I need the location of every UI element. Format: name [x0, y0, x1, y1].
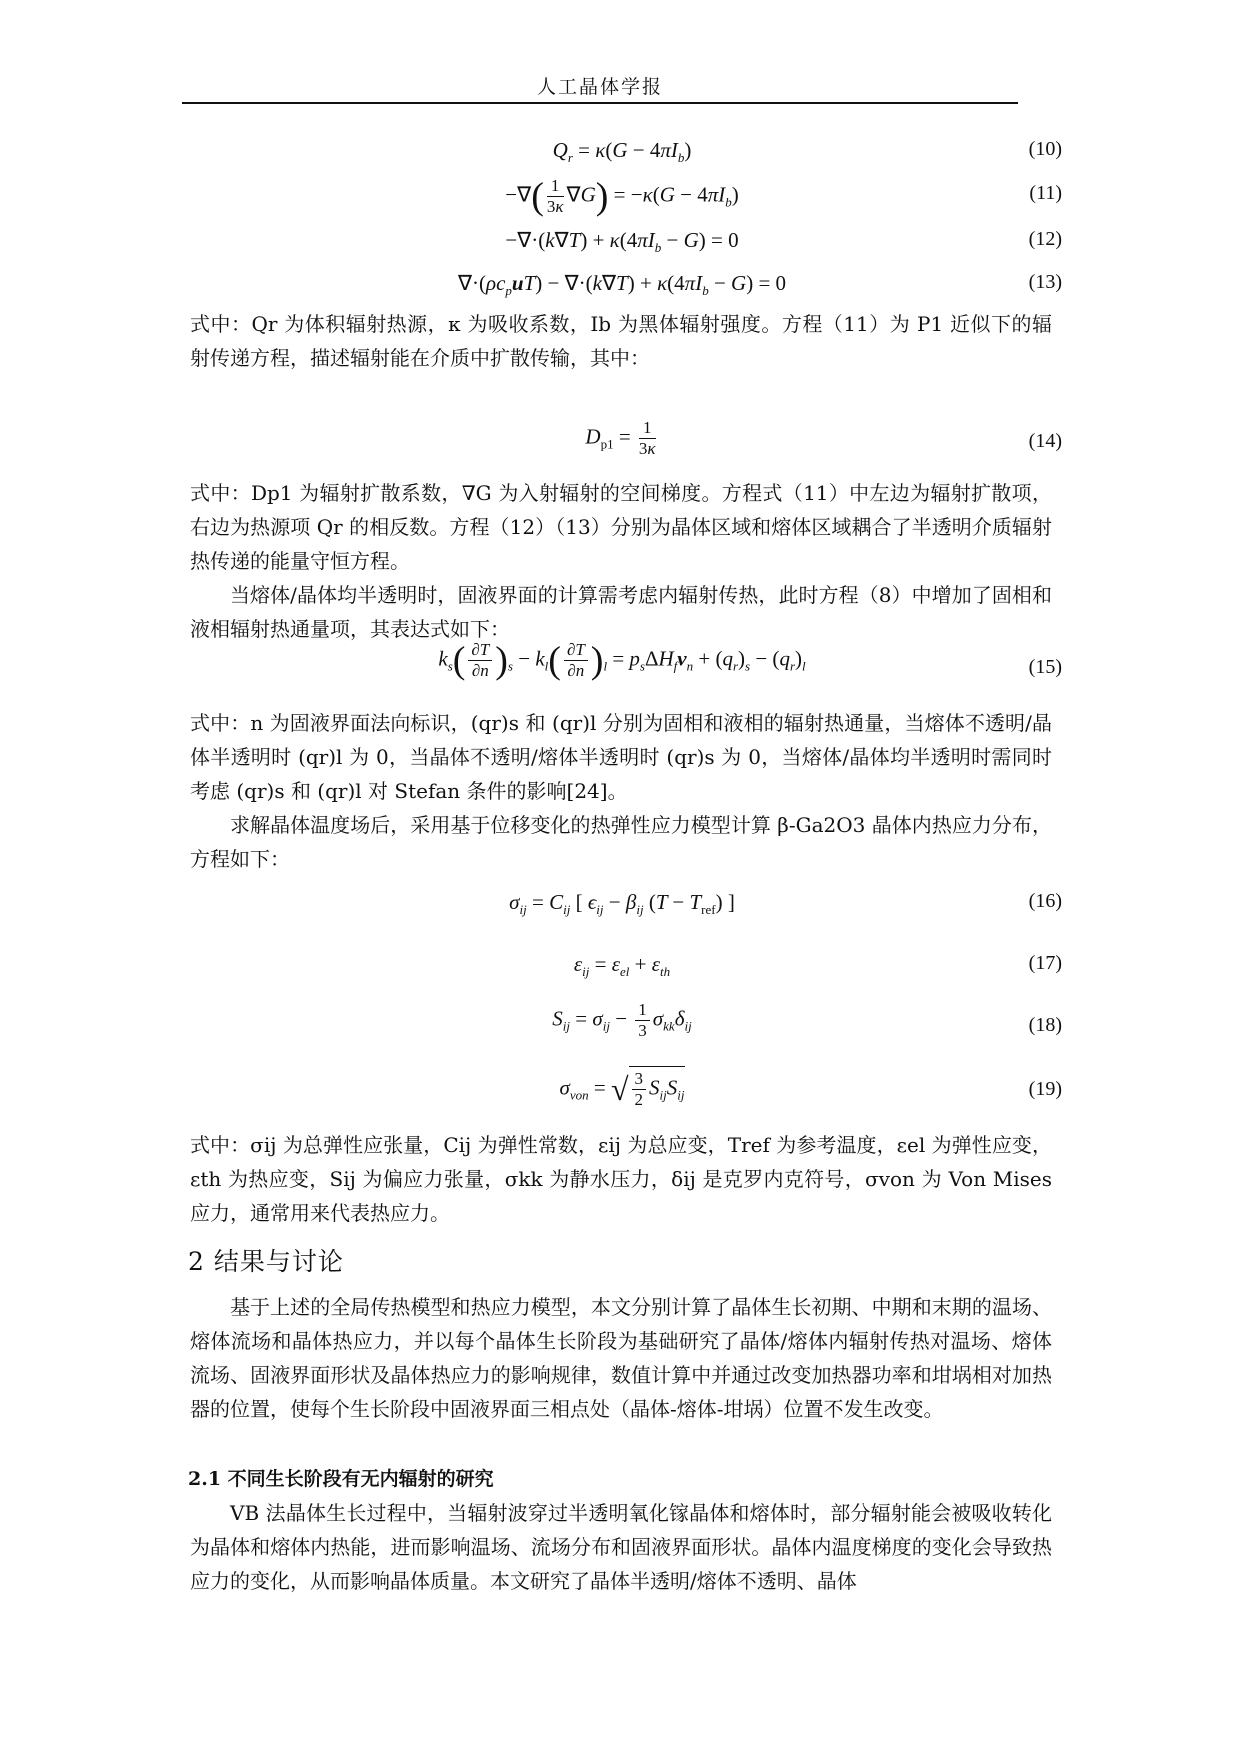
equation-18-body: $S_{ij} = \sigma_{ij}$ − $\frac{1}{3}$ $\sigma_{kk}\delta_{ij}$ — [552, 1000, 692, 1040]
equation-10 — [182, 132, 1062, 172]
paragraph-5: 求解晶体温度场后，采用基于位移变化的热弹性应力模型计算 β-Ga2O3 晶体内热应力分布，方程如下： — [190, 813, 1052, 871]
equation-11-body: −∇( $\frac{1}{3\kappa}$ $\nabla G) = -\kappa(G - 4\pi I_b)$ — [505, 175, 739, 218]
equation-19-body: $\sigma_{von}$ = √ $\frac{3}{2}$ $S_{ij}S_{ij}$ — [182, 1066, 1062, 1110]
equation-14-body: $D_{p1}$ = $\frac{1}{3\kappa}$ — [585, 418, 656, 458]
journal-header: 人工晶体学报 — [536, 76, 663, 98]
equation-number: (11) — [1029, 182, 1062, 204]
equation-15-body: $k_s$( $\frac{\partial T}{\partial n}$ )$_s - k_l$( $\frac{\partial T}{\partial n}$ )$_l = p_s\Delta H_fv_n + (q_r)_s - (q_r)_l$ — [438, 639, 806, 682]
equation-17 — [182, 946, 1062, 986]
equation-19 — [182, 1066, 1062, 1122]
equation-16-body: $\sigma_{ij} = C_{ij}$ [ $\epsilon_{ij} - \beta_{ij}$ $(T - T_{ref})$ ] — [509, 890, 735, 918]
equation-number: (13) — [1028, 271, 1062, 293]
equation-number: (10) — [1028, 138, 1062, 160]
section-heading-2: 2 结果与讨论 — [188, 1247, 344, 1276]
equation-12-body: $-\nabla\cdot(k\nabla T) + \kappa(4\pi I_b - G) = 0$ — [505, 228, 739, 256]
equation-18 — [182, 1000, 1062, 1056]
equation-14 — [182, 418, 1062, 472]
paragraph-8: VB 法晶体生长过程中，当辐射波穿过半透明氧化镓晶体和熔体时，部分辐射能会被吸收转化为晶体和熔体内热能，进而影响温场、流场分布和固液界面形状。晶体内温度梯度的变化会导致热应力的变化，从而影响晶体质量。本文研究了晶体半透明/熔体不透明、晶体 — [190, 1501, 1052, 1593]
paragraph-4: 式中：n 为固液界面法向标识，(qr)s 和 (qr)l 分别为固相和液相的辐射热通量，当熔体不透明/晶体半透明时 (qr)l 为 0，当晶体不透明/熔体半透明时 (qr)s 为 0，当熔体/晶体均半透明时需同时考虑 (qr)s 和 (qr)l 对 Stefan 条件的影响[24]。 — [190, 711, 1052, 803]
equation-number: (16) — [1028, 890, 1062, 912]
paragraph-7: 基于上述的全局传热模型和热应力模型，本文分别计算了晶体生长初期、中期和末期的温场、熔体流场和晶体热应力，并以每个晶体生长阶段为基础研究了晶体/熔体内辐射传热对温场、熔体流场、固液界面形状及晶体热应力的影响规律，数值计算中并通过改变加热器功率和坩埚相对加热器的位置，使每个生长阶段中固液界面三相点处（晶体-熔体-坩埚）位置不发生改变。 — [190, 1295, 1052, 1421]
equation-number: (14) — [1028, 430, 1062, 452]
equation-13 — [182, 265, 1062, 305]
equation-16 — [182, 884, 1062, 924]
equation-17-body: $\varepsilon_{ij} = \varepsilon_{el} + \varepsilon_{th}$ — [573, 952, 671, 980]
equation-12 — [182, 222, 1062, 262]
equation-number: (15) — [1028, 656, 1062, 678]
equation-15 — [182, 640, 1062, 702]
paragraph-6: 式中：σij 为总弹性应张量，Cij 为弹性常数，εij 为总应变，Tref 为参考温度，εel 为弹性应变，εth 为热应变，Sij 为偏应力张量，σkk 为静水压力，δij 是克罗内克符号，σvon 为 Von Mises 应力，通常用来代表热应力。 — [190, 1133, 1052, 1225]
equation-number: (18) — [1028, 1014, 1062, 1036]
equation-number: (19) — [1028, 1078, 1062, 1100]
paragraph-2: 式中：Dp1 为辐射扩散系数，∇G 为入射辐射的空间梯度。方程式（11）中左边为辐射扩散项，右边为热源项 Qr 的相反数。方程（12）（13）分别为晶体区域和熔体区域耦合了半透明介质辐射热传递的能量守恒方程。 — [190, 481, 1052, 573]
equation-number: (17) — [1028, 952, 1062, 974]
header-rule — [182, 102, 1018, 104]
paragraph-3: 当熔体/晶体均半透明时，固液界面的计算需考虑内辐射传热，此时方程（8）中增加了固相和液相辐射热通量项，其表达式如下： — [190, 583, 1052, 641]
equation-13-body: $\nabla\cdot(\rho c_puT) - \nabla\cdot(k\nabla T) + \kappa(4\pi I_b - G) = 0$ — [457, 271, 787, 299]
equation-number: (12) — [1028, 228, 1062, 250]
paragraph-1: 式中：Qr 为体积辐射热源，κ 为吸收系数，Ib 为黑体辐射强度。方程（11）为 P1 近似下的辐射传递方程，描述辐射能在介质中扩散传输，其中： — [190, 312, 1052, 370]
equation-10-body: $Q_r = \kappa(G - 4\pi I_b)$ — [552, 138, 692, 166]
subsection-heading-2-1: 2.1 不同生长阶段有无内辐射的研究 — [188, 1468, 494, 1490]
